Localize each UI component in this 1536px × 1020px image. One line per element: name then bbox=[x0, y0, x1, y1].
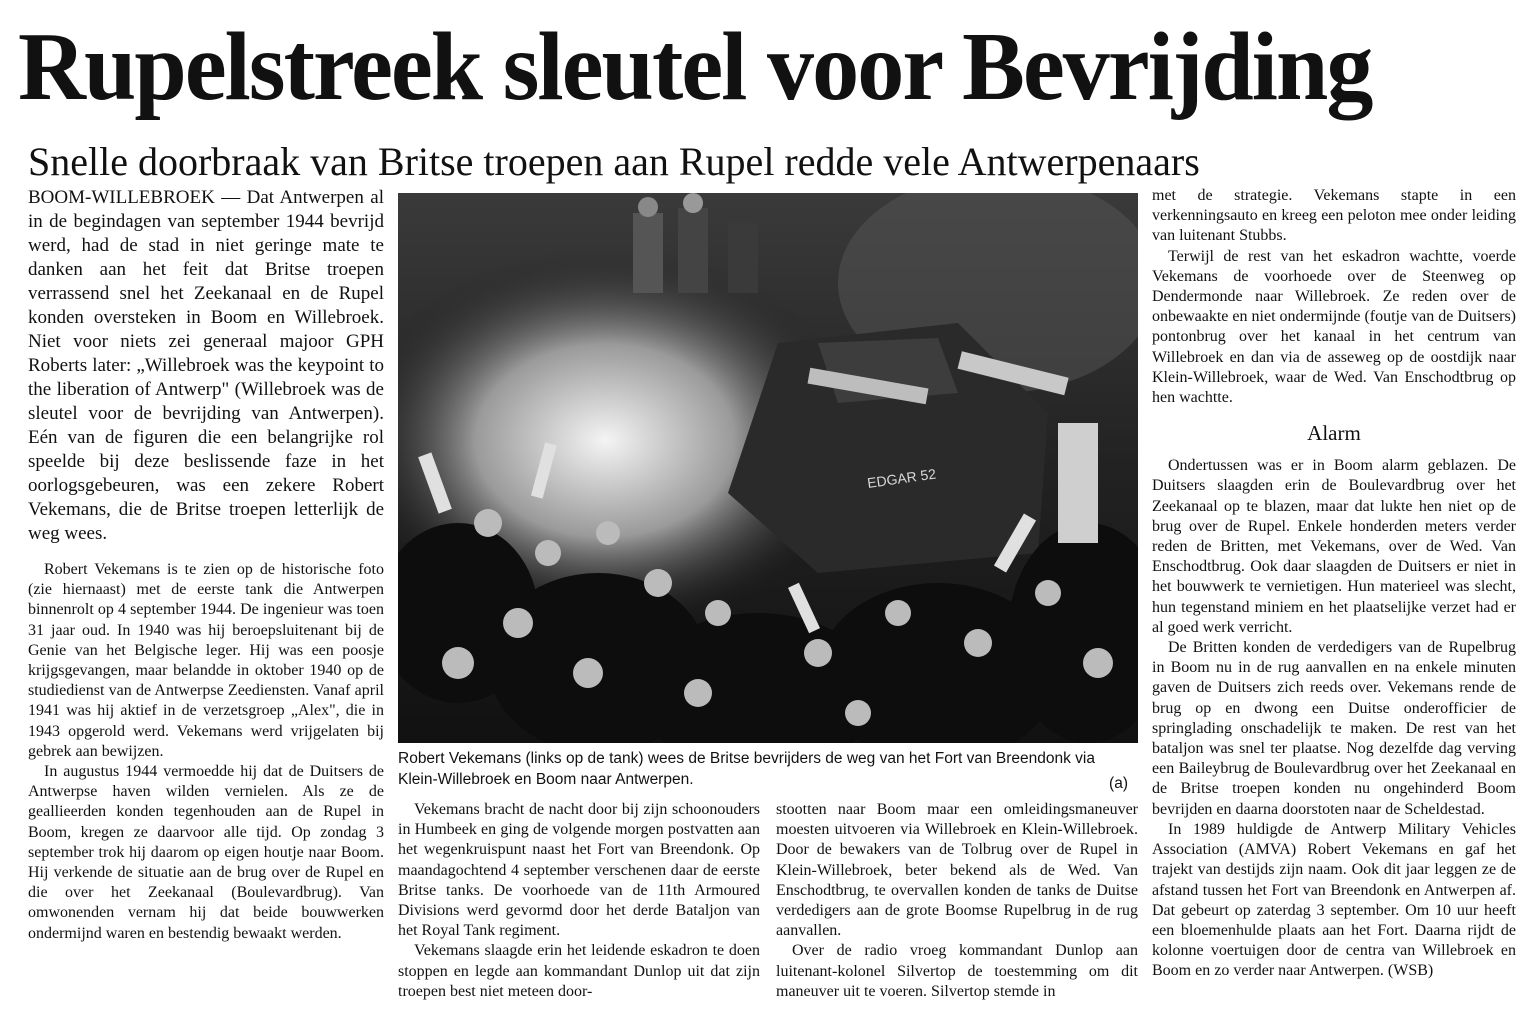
column-3 bbox=[776, 800, 1138, 1016]
body-paragraph: Ondertussen was er in Boom alarm geblazen. De Duitsers slaagden erin de Boulevardbrug over het Zeekanaal op te blazen, maar dat lukte hen niet op de brug over de Rupel. Enkele honderden meters verder reden de Britten, met Vekemans, over de Wed. Van Enschodtbrug. Ook daar slaagden de Duitsers er niet in het bouwwerk te vernietigen. Hun materieel was slecht, hun tegenstand miniem en het plaatselijke verzet had er al goed werk verricht. bbox=[1152, 457, 1516, 636]
body-paragraph: Vekemans bracht de nacht door bij zijn schoonouders in Humbeek en ging de volgende morgen postvatten aan het wegenkruispunt naast het Fort van Breendonk. Op maandagochtend 4 september verschenen daar de eerste Britse tanks. De voorhoede van de 11th Armoured Divisions werd gevormd door het derde Bataljon van het Royal Tank regiment. bbox=[398, 801, 760, 940]
lead-paragraph: BOOM-WILLEBROEK — Dat Antwerpen al in de begindagen van september 1944 bevrijd werd, had de stad in niet geringe mate te danken aan het feit dat Britse troepen verrassend snel het Zeekanaal en de Rupel konden oversteken in Boom en Willebroek. Niet voor niets zei generaal majoor GPH Roberts later: „Willebroek was the keypoint to the liberation of Antwerp" (Willebroek was de sleutel voor de bevrijding van Antwerpen). Eén van de figuren die een belangrijke rol speelde bij deze beslissende faze in het oorlogsgebeuren, was een zekere Robert Vekemans, die de Britse troepen letterlijk de weg wees. bbox=[28, 187, 384, 544]
subheadline: Snelle doorbraak van Britse troepen aan Rupel redde vele Antwerpenaars bbox=[28, 139, 1200, 184]
column-1 bbox=[28, 186, 384, 1016]
body-paragraph: Robert Vekemans is te zien op de historische foto (zie hiernaast) met de eerste tank die Antwerpen binnenrolt op 4 september 1944. De ingenieur was toen 31 jaar oud. In 1940 was hij beroepsluitenant bij de Genie van het Belgische leger. Hij was een poosje krijgsgevangen, maar belandde in oktober 1940 op de studiedienst van de Antwerpse Zeediensten. Vanaf april 1941 was hij aktief in de verzetsgroep „Alex", die in 1943 opgerold werd. Vekemans werd vrijgelaten bij gebrek aan bewijzen. bbox=[28, 561, 384, 760]
body-paragraph: Over de radio vroeg kommandant Dunlop aan luitenant-kolonel Silvertop de toestemming om dit maneuver uit te voeren. Silvertop stemde in bbox=[776, 942, 1138, 1000]
subheading-alarm: Alarm bbox=[1307, 421, 1361, 446]
body-paragraph: In augustus 1944 vermoedde hij dat de Duitsers de Antwerpse haven wilden vernielen. Als ze de geallieerden konden tegenhouden aan de Rupel in Boom, kregen ze daarvoor alle tijd. Op zondag 3 september trok hij daarom op eigen houtje naar Boom. Hij verkende de situatie aan de brug over de Rupel en die over het Zeekanaal (Boulevardbrug). Van omwonenden vernam hij dat beide bouwwerken ondermijnd waren en bestendig bewaakt werden. bbox=[28, 763, 384, 942]
tank-marking: EDGAR 52 bbox=[866, 465, 937, 491]
column-4 bbox=[1152, 186, 1516, 1016]
body-paragraph: Terwijl de rest van het eskadron wachtte, voerde Vekemans de voorhoede over de Steenweg op Dendermonde naar Willebroek. Ze reden over de onbewaakte en niet ondermijnde (foutje van de Duitsers) pontonbrug over het kanaal in het centrum van Willebroek en dan via de asseweg op de oostdijk naar Klein-Willebroek, waar de Wed. Van Enschodtbrug op hen wachtte. bbox=[1152, 247, 1516, 407]
body-paragraph: met de strategie. Vekemans stapte in een verkenningsauto en kreeg een peloton mee onder leiding van luitenant Stubbs. bbox=[1152, 187, 1516, 245]
caption-text: Robert Vekemans (links op de tank) wees de Britse bevrijders de weg van het Fort van Breendonk via Klein-Willebroek en Boom naar Antwerpen. bbox=[398, 750, 1096, 788]
photo-credit: (a) bbox=[1109, 775, 1128, 792]
body-paragraph: In 1989 huldigde de Antwerp Military Vehicles Association (AMVA) Robert Vekemans en gaf het trajekt van destijds zijn naam. Ook dit jaar leggen ze de afstand tussen het Fort van Breendonk en Antwerpen af. Dat gebeurt op zaterdag 3 september. Om 10 uur heeft een bloemenhulde plaats aan het Fort. Daarna rijdt de kolonne voertuigen door de centra van Willebroek en Boom en zo verder naar Antwerpen. (WSB) bbox=[1152, 820, 1516, 980]
column-2 bbox=[398, 800, 760, 1016]
historic-photo bbox=[398, 193, 1138, 743]
body-paragraph: Vekemans slaagde erin het leidende eskadron te doen stoppen en legde aan kommandant Dunlop uit dat zijn troepen best niet meteen door- bbox=[398, 942, 760, 1000]
headline: Rupelstreek sleutel voor Bevrijding bbox=[18, 13, 1372, 121]
photo-caption bbox=[398, 748, 1138, 794]
body-paragraph: De Britten konden de verdedigers van de Rupelbrug in Boom nu in de rug aanvallen en na enkele minuten gaven de Duitsers zich reeds over. Vekemans rende de brug op en dwong een Duitse onderofficier de springlading onschadelijk te maken. De rest van het bataljon was snel ter plaatse. Nog dezelfde dag verving een Baileybrug de Boulevardbrug over het Zeekanaal en de Britse troepen konden nu ongehinderd Boom bevrijden en daarna doorstoten naar de Scheldestad. bbox=[1152, 639, 1516, 818]
tank-crowd-image bbox=[398, 193, 1138, 743]
body-paragraph: stootten naar Boom maar een omleidingsmaneuver moesten uitvoeren via Willebroek en Klein-Willebroek. Door de bewakers van de Tolbrug over de Rupel in Klein-Willebroek, beter bekend als de Wed. Van Enschodtbrug, te overvallen konden de tanks de Duitse verdedigers aan de grote Boomse Rupelbrug in de rug aanvallen. bbox=[776, 801, 1138, 940]
